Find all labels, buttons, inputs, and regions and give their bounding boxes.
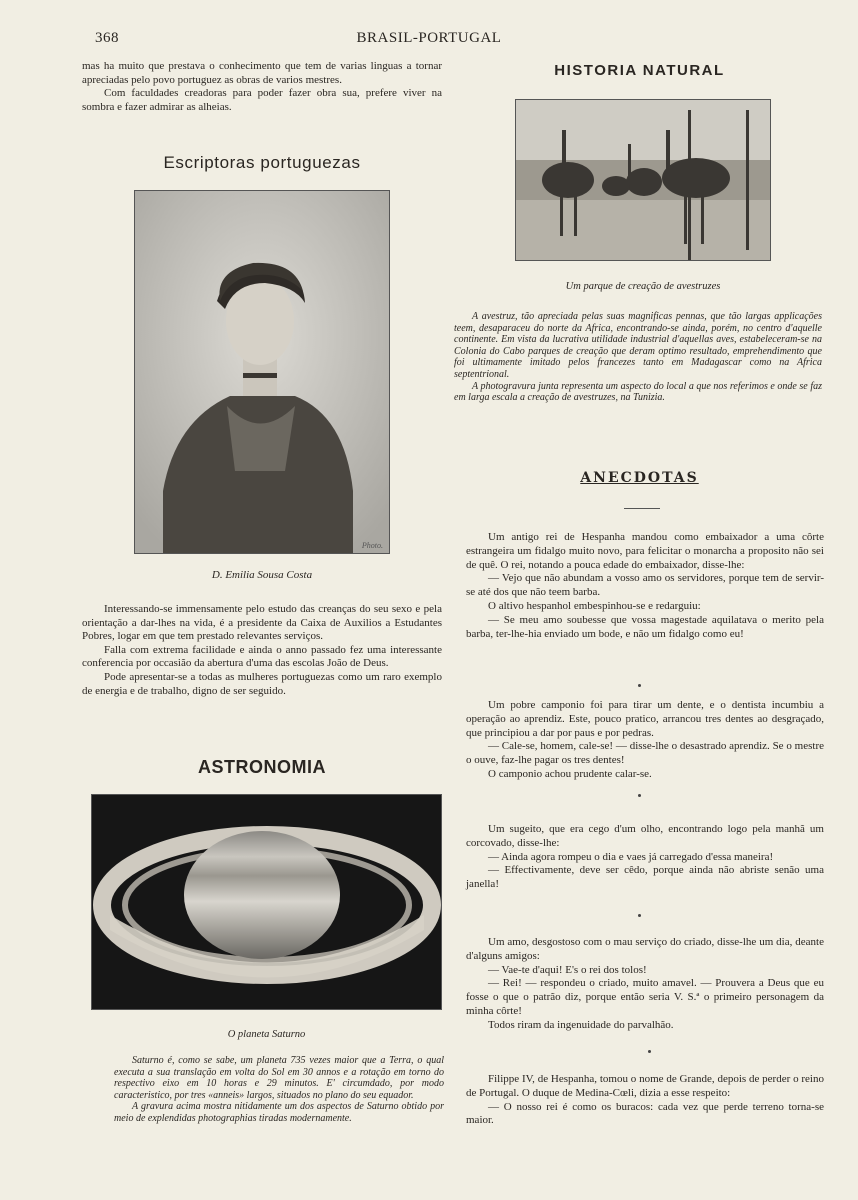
- anecdote-4: [466, 936, 824, 1033]
- paragraph: O altivo hespanhol embespinhou-se e redarguiu:: [488, 599, 701, 612]
- paragraph: Um sugeito, que era cego d'um olho, encontrando logo pela manhã um corcovado, disse-lhe:: [466, 823, 824, 849]
- section-title-anecdotas: ANECDOTAS: [580, 470, 699, 486]
- paragraph: — Cale-se, homem, cale-se! — disse-lhe o desastrado aprendiz. Se o mestre o ouve, faz-lhe pagar os tres dentes!: [466, 740, 824, 767]
- paragraph: A photogravura junta representa um aspecto do local a que nos referimos e onde se faz em larga escala a creação de avestruzes, na Tunizia.: [454, 380, 822, 404]
- paragraph: — Effectivamente, deve ser cêdo, porque ainda não abriste senão uma janella!: [466, 864, 824, 891]
- paragraph: mas ha muito que prestava o conhecimento que tem de varias linguas a tornar apreciadas pelo povo portuguez as obras de varios mestres.: [82, 60, 442, 86]
- anecdote-5: [466, 1073, 824, 1128]
- paragraph: Um pobre camponio foi para tirar um dente, e o dentista incumbiu a operação ao aprendiz. Este, pouco pratico, arrancou tres dentes ao desgraçado, que principiou a dar por paus e por pedras.: [466, 699, 824, 739]
- paragraph: A gravura acima mostra nitidamente um dos aspectos de Saturno obtido por meio de explendidas photographias tiradas modernamente.: [114, 1101, 444, 1124]
- paragraph: Pode apresentar-se a todas as mulheres portuguezas como um raro exemplo de energia e de trabalho, digno de ser seguido.: [82, 670, 442, 697]
- portrait-photo: [134, 190, 390, 554]
- section-title-astronomia: ASTRONOMIA: [198, 757, 326, 777]
- paragraph: Com faculdades creadoras para poder fazer obra sua, prefere viver na sombra e fazer admirar as alheias.: [82, 87, 442, 113]
- paragraph: — Vejo que não abundam a vosso amo os servidores, porque tem de servir-se até dos que não teem barba.: [466, 572, 824, 599]
- paragraph: — Ainda agora rompeu o dia e vaes já carregado d'essa maneira!: [488, 850, 774, 863]
- photographer-signature: Photo.: [361, 541, 383, 550]
- paragraph: — Rei! — respondeu o criado, muito amavel. — Prouvera a Deus que eu fosse o que o patrão diz, porque então seria V. S.ª o primeiro personagem da minha côrte!: [466, 977, 824, 1017]
- separator-dot: [638, 794, 641, 797]
- saturn-image: [92, 795, 441, 1009]
- separator-dot: [648, 1050, 651, 1053]
- ostrich-photo: [515, 99, 771, 261]
- paragraph: Um antigo rei de Hespanha mandou como embaixador a uma côrte estrangeira um fidalgo muito novo, para felicitar o monarcha a proposito não sei de quê. O rei, notando a pouca edade do embaixador, disse-lhe:: [466, 531, 824, 571]
- anecdote-3: [466, 823, 824, 892]
- ostrich-text: [454, 311, 822, 404]
- portrait-caption: D. Emilia Sousa Costa: [211, 569, 313, 581]
- paragraph: A avestruz, tão apreciada pelas suas magnificas pennas, que tão largas applicações teem, desaparaceu do norte da Africa, encontrando-se ainda, porém, no centro d'aquelle continente. Em vista da lucrativa utilidade industrial d'aquellas aves, estabeleceram-se na Colonia do Cabo parques de creação que deram optimo resultado, emprehendimento que foi ultimamente imitado pelos francezes tanto em Madagascar como na Africa septentrional.: [454, 311, 822, 380]
- title-rule: [624, 508, 660, 509]
- paragraph: Filippe IV, de Hespanha, tomou o nome de Grande, depois de perder o reino de Portugal. O duque de Medina-Cœli, dizia a esse respeito:: [466, 1073, 824, 1099]
- saturn-caption: O planeta Saturno: [227, 1029, 306, 1040]
- paragraph: — Se meu amo soubesse que vossa magestade aquilatava o merito pela barba, ter-lhe-hia enviado um bode, e não um fidalgo como eu!: [466, 613, 824, 640]
- paragraph: O camponio achou prudente calar-se.: [488, 767, 652, 780]
- anecdote-2: [466, 699, 824, 782]
- section-title-escriptoras: Escriptoras portuguezas: [163, 153, 361, 172]
- magazine-title: BRASIL-PORTUGAL: [356, 30, 502, 46]
- ostrich-image: [516, 100, 770, 260]
- separator-dot: [638, 684, 641, 687]
- paragraph: Todos riram da ingenuidade do parvalhão.: [488, 1018, 674, 1031]
- paragraph: Falla com extrema facilidade e ainda o anno passado fez uma interessante conferencia por occasião da abertura d'uma das escolas João de Deus.: [82, 643, 442, 670]
- separator-dot: [638, 914, 641, 917]
- paragraph: — Vae-te d'aqui! E's o rei dos tolos!: [488, 963, 647, 976]
- saturn-photo: [91, 794, 442, 1010]
- section-title-historia-natural: HISTORIA NATURAL: [554, 62, 725, 79]
- paragraph: Um amo, desgostoso com o mau serviço do criado, disse-lhe um dia, deante d'alguns amigos:: [466, 936, 824, 962]
- paragraph: Interessando-se immensamente pelo estudo das creanças do seu sexo e pela orientação a dar-lhes na vida, é a presidente da Caixa de Auxilios a Estudantes Pobres, logar em que tem prestado relevantes serviços.: [82, 603, 442, 643]
- page-number: 368: [95, 30, 119, 46]
- anecdote-1: [466, 531, 824, 641]
- ostrich-caption: Um parque de creação de avestruzes: [565, 281, 721, 292]
- paragraph: — O nosso rei é como os buracos: cada vez que perde terreno torna-se maior.: [466, 1100, 824, 1127]
- saturn-text: [114, 1055, 444, 1125]
- paragraph: Saturno é, como se sabe, um planeta 735 vezes maior que a Terra, o qual executa a sua translação em volta do Sol em 30 annos e a rotação em torno do respectivo eixo em 10 horas e 29 minutos. E' circumdado, por modo caracteristico, por tres «anneis» largos, situados no plano do seu equador.: [114, 1055, 444, 1101]
- biography-text: [82, 603, 442, 698]
- portrait-image: [135, 191, 389, 553]
- intro-text: [82, 60, 442, 114]
